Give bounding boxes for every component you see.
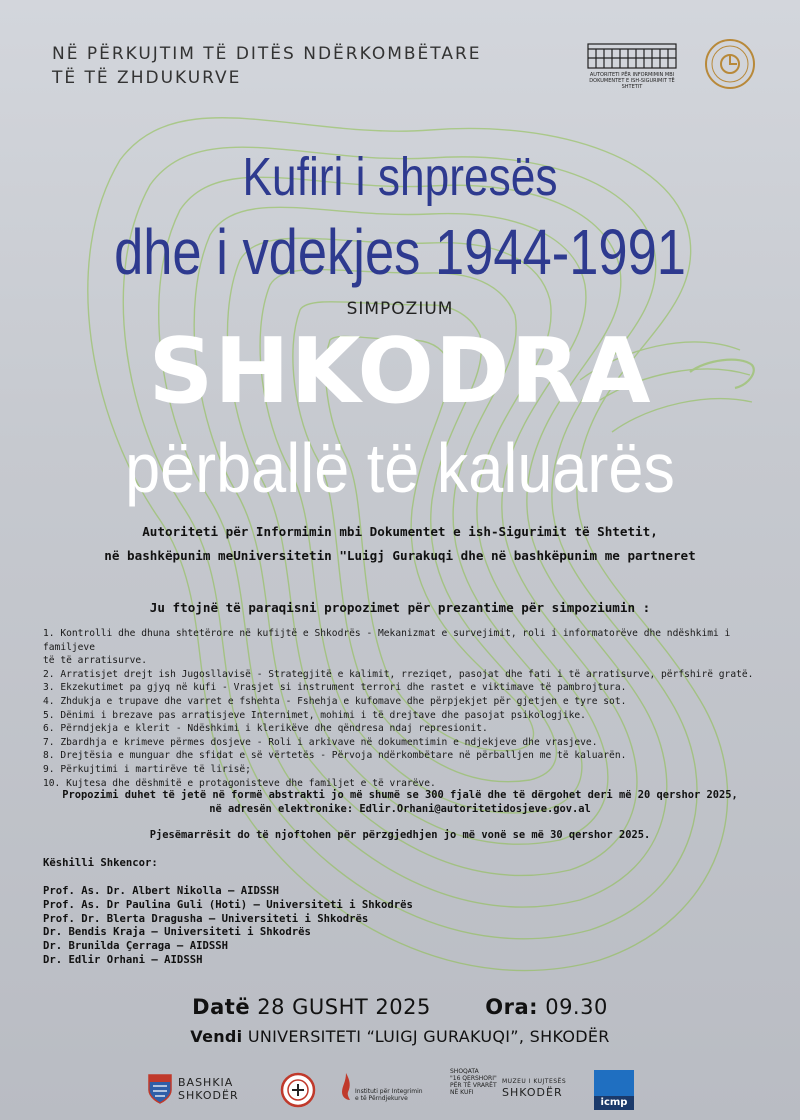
date-time-line — [0, 995, 800, 1019]
icmp-text: icmp — [594, 1096, 634, 1110]
venue-label: Vendi — [190, 1027, 243, 1046]
date-value: 28 GUSHT 2025 — [257, 995, 431, 1019]
list-item: 1. Kontrolli dhe dhuna shtetërore në kufijtë e Shkodrës - Mekanizmat e survejimit, roli i informatorëve dhe ndëshkimi i familjeve — [43, 628, 731, 653]
list-item: 3. Ekzekutimet pa gjyq në kufi - Vrasjet si instrument terrori dhe rastet e viktimave të pambrojtura. — [43, 682, 627, 694]
authority-caption-line-2: DOKUMENTET E ISH-SIGURIMIT TË SHTETIT — [589, 78, 675, 90]
city-title: SHKODRA — [148, 319, 652, 424]
institute-text — [355, 1088, 423, 1102]
organizers-line-2: në bashkëpunim meUniversitetin "Luigj Gurakuqi dhe në bashkëpunim me partneret — [104, 548, 696, 563]
council-title: Këshilli Shkencor: — [43, 857, 158, 869]
shoqata-line: SHOQATA — [450, 1068, 479, 1075]
date-label: Datë — [192, 995, 251, 1019]
list-item: 2. Arratisjet drejt ish Jugosllavisë - Strategjitë e kalimit, rreziqet, pasojat dhe fati i të arratisurve, përfshirë gratë. — [43, 668, 754, 680]
organizers-line-1: Autoriteti për Informimin mbi Dokumentet e ish-Sigurimit të Shtetit, — [142, 524, 658, 539]
museum-line-1: MUZEU I KUJTESËS — [502, 1078, 567, 1085]
commemoration-heading — [52, 42, 482, 90]
building-icon — [586, 40, 678, 72]
icmp-square-icon — [594, 1070, 634, 1096]
list-item: 4. Zhdukja e trupave dhe varret e fshehta - Fshehja e kufomave dhe përpjekjet për gjetjen e tyre sot. — [43, 695, 627, 707]
commemoration-line-2: TË TË ZHDUKURVE — [52, 68, 242, 88]
council-members-list — [43, 885, 413, 968]
authority-caption-line-1: AUTORITETI PËR INFORMIMIN MBI — [589, 72, 675, 78]
shoqata-logo-text — [450, 1068, 497, 1096]
icmp-logo — [594, 1070, 634, 1110]
authority-logo — [586, 40, 678, 90]
commemoration-line-1: NË PËRKUJTIM TË DITËS NDËRKOMBËTARE — [52, 44, 482, 64]
bashkia-line-1: BASHKIA — [178, 1076, 234, 1089]
main-title-line-2: dhe i vdekjes 1944-1991 — [114, 216, 686, 288]
notification-text: Pjesëmarrësit do të njoftohen për përzgjedhjen jo më vonë se më 30 qershor 2025. — [149, 829, 651, 841]
bashkia-line-2: SHKODËR — [178, 1089, 239, 1102]
shoqata-line: PËR TË VRARËT — [450, 1082, 497, 1089]
institute-line-2: e të Përndjekurve — [355, 1095, 408, 1102]
list-item: 6. Përndjekja e klerit - Ndëshkimi i klerikëve dhe qëndresa ndaj represionit. — [43, 723, 488, 735]
flame-icon — [340, 1072, 352, 1102]
subtitle: përballë të kaluarës — [125, 429, 675, 507]
list-item: 9. Përkujtimi i martirëve të lirisë; — [43, 763, 251, 775]
topics-list — [43, 627, 773, 790]
submission-email-line: në adresën elektronike: Edlir.Orhani@autoritetidosjeve.gov.al — [209, 803, 591, 815]
city-crest-icon — [148, 1074, 172, 1104]
list-item: Prof. As. Dr. Albert Nikolla – AIDSSH — [43, 885, 279, 897]
venue-line — [0, 1027, 800, 1046]
list-item: të të arratisurve. — [43, 655, 147, 667]
university-seal-icon — [704, 38, 756, 90]
bashkia-text — [178, 1076, 239, 1102]
list-item: Prof. As. Dr Paulina Guli (Hoti) – Universiteti i Shkodrës — [43, 898, 413, 911]
museum-line-2: SHKODËR — [502, 1086, 563, 1099]
list-item: Dr. Edlir Orhani – AIDSSH — [43, 953, 203, 966]
main-title-line-1: Kufiri i shpresës — [242, 147, 558, 207]
list-item: 7. Zbardhja e krimeve përmes dosjeve - Roli i arkivave në dokumentimin e ndjekjeve dhe vrasjeve. — [43, 736, 598, 748]
list-item: 5. Dënimi i brezave pas arratisjeve Internimet, mohimi i të drejtave dhe pasojat psikologjike. — [43, 709, 586, 721]
time-label: Ora: — [485, 995, 539, 1019]
association-emblem-icon — [280, 1072, 316, 1108]
list-item: 10. Kujtesa dhe dëshmitë e protagonisteve dhe familjet e të vrarëve. — [43, 777, 436, 789]
list-item: Prof. Dr. Blerta Dragusha – Universiteti i Shkodrës — [43, 912, 369, 925]
time-value: 09.30 — [545, 995, 608, 1019]
bashkia-logo — [148, 1074, 239, 1104]
institute-line-1: Instituti për Integrimin — [355, 1088, 423, 1095]
list-item: Dr. Bendis Kraja – Universiteti i Shkodrës — [43, 926, 311, 939]
submission-line-1: Propozimi duhet të jetë në formë abstrakti jo më shumë se 300 fjalë dhe të dërgohet deri më 20 qershor 2025, — [62, 789, 738, 801]
authority-logo-caption — [582, 72, 682, 90]
list-item: 8. Drejtësia e munguar dhe sfidat e së vërtetës - Përvoja ndërkombëtare në përballjen me të kaluarën. — [43, 750, 627, 762]
venue-value: UNIVERSITETI “LUIGJ GURAKUQI”, SHKODËR — [247, 1027, 610, 1046]
invitation-text: Ju ftojnë të paraqisni propozimet për prezantime për simpoziumin : — [149, 600, 651, 615]
event-type-label: SIMPOZIUM — [346, 299, 454, 319]
shoqata-line: NË KUFI — [450, 1089, 474, 1096]
institute-logo — [340, 1072, 423, 1102]
list-item: Dr. Brunilda Çerraga – AIDSSH — [43, 940, 228, 953]
shoqata-line: "16 QERSHORI" — [450, 1075, 497, 1082]
museum-logo — [502, 1078, 566, 1099]
